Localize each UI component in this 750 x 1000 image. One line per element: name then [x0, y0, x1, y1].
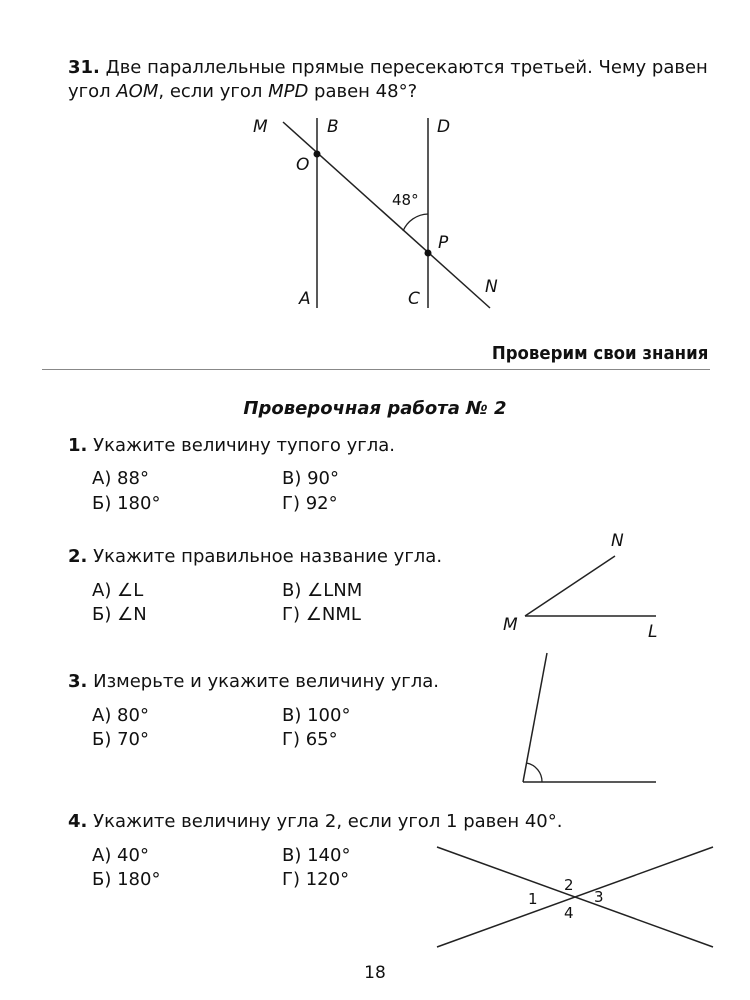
question-2: [68, 545, 442, 569]
label-angle-1: 1: [528, 890, 538, 908]
label-angle-4: 4: [564, 904, 574, 922]
option-a: А) 40°: [92, 845, 149, 866]
option-b: Б) 180°: [92, 493, 161, 514]
angle-arc-48: [403, 214, 428, 231]
label-d: D: [437, 117, 451, 137]
option-v: В) ∠LNM: [282, 580, 363, 601]
label-angle-48: 48°: [392, 191, 419, 209]
angle-mpd: MPD: [268, 81, 309, 102]
label-m: M: [503, 615, 518, 635]
option-g: Г) ∠NML: [282, 604, 361, 625]
option-b: Б) ∠N: [92, 604, 147, 625]
ray-mn: [525, 556, 615, 616]
figure-31-parallel-lines: [0, 0, 750, 340]
label-p: P: [438, 233, 449, 253]
line2-part: , если угол: [158, 81, 269, 102]
option-a: А) 80°: [92, 705, 149, 726]
problem-31-line1-text: Две параллельные прямые пересекаются третьей. Чему равен: [105, 57, 708, 78]
option-g: Г) 120°: [282, 869, 350, 890]
label-m: M: [253, 117, 268, 137]
line-mn: [283, 122, 490, 308]
point-p: [425, 250, 432, 257]
label-n: N: [485, 277, 498, 297]
section-header: Проверим свои знания: [491, 343, 708, 364]
question-number: 4.: [68, 811, 88, 832]
angle-arc: [527, 763, 543, 782]
point-o: [314, 151, 321, 158]
option-v: В) 140°: [282, 845, 351, 866]
label-angle-2: 2: [564, 876, 574, 894]
page-number: 18: [364, 963, 386, 983]
option-b: Б) 180°: [92, 869, 161, 890]
question-text: Укажите величину угла 2, если угол 1 равен 40°.: [93, 811, 563, 832]
question-3: [68, 670, 439, 694]
angle-aom: AOM: [116, 81, 159, 102]
question-4: [68, 810, 562, 834]
label-o: O: [296, 155, 310, 175]
test-title: Проверочная работа № 2: [243, 398, 507, 419]
figure-q2-angle: [490, 525, 680, 645]
option-a: А) 88°: [92, 468, 149, 489]
figure-q4-intersecting-lines: [430, 835, 720, 955]
option-v: В) 100°: [282, 705, 351, 726]
line2-part: равен 48°?: [308, 81, 418, 102]
line2-part: угол: [68, 81, 117, 102]
section-divider: [42, 369, 710, 370]
problem-number: 31.: [68, 57, 100, 78]
figure-q3-angle: [500, 645, 670, 795]
label-b: B: [327, 117, 339, 137]
label-angle-3: 3: [594, 888, 604, 906]
label-c: C: [408, 289, 420, 309]
option-a: А) ∠L: [92, 580, 144, 601]
label-l: L: [648, 622, 658, 642]
label-n: N: [611, 531, 624, 551]
question-text: Укажите величину тупого угла.: [93, 435, 396, 456]
question-text: Измерьте и укажите величину угла.: [93, 671, 440, 692]
option-g: Г) 92°: [282, 493, 338, 514]
option-b: Б) 70°: [92, 729, 149, 750]
question-text: Укажите правильное название угла.: [93, 546, 443, 567]
question-number: 3.: [68, 671, 88, 692]
question-number: 2.: [68, 546, 88, 567]
option-g: Г) 65°: [282, 729, 338, 750]
question-number: 1.: [68, 435, 88, 456]
option-v: В) 90°: [282, 468, 339, 489]
label-a: A: [299, 289, 311, 309]
question-1: [68, 434, 395, 458]
